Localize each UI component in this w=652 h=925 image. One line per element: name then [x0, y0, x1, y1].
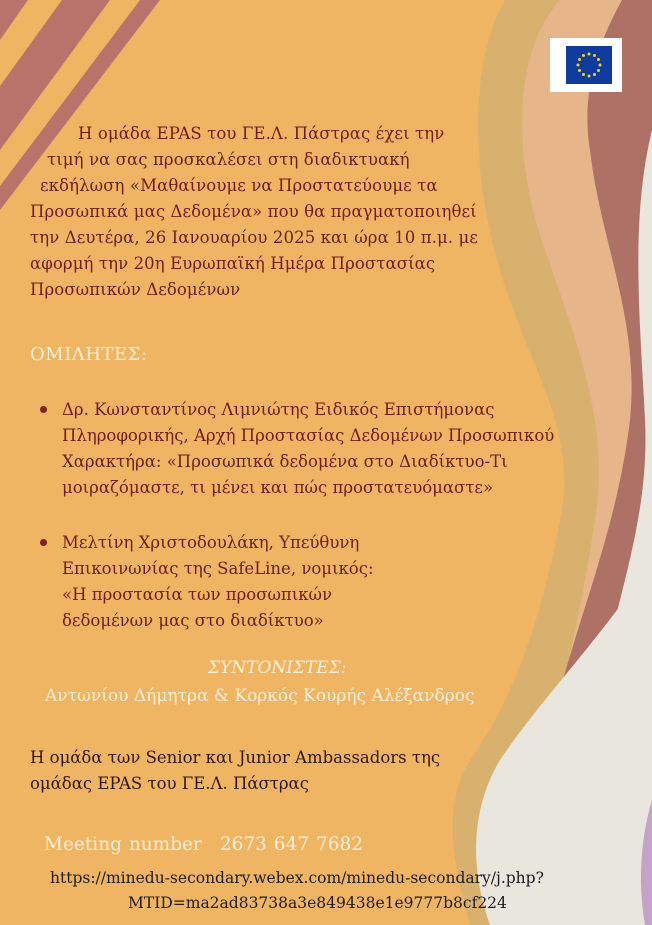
intro-line-7: Προσωπικών Δεδομένων — [30, 280, 241, 299]
meeting-number: 2673 647 7682 — [219, 834, 364, 855]
intro-line-4: Προσωπικά μας Δεδομένα» που θα πραγματοποιηθεί — [30, 202, 477, 221]
speaker-2-line-1: Μελτίνη Χριστοδουλάκη, Υπεύθυνη — [62, 533, 360, 552]
speaker-2-line-2: Επικοινωνίας της SafeLine, νομικός: — [62, 559, 374, 578]
meeting-number-row — [44, 834, 363, 855]
speaker-1-line-4: μοιραζόμαστε, τι μένει και πώς προστατευόμαστε» — [62, 478, 494, 497]
speaker-2-line-3: «Η προστασία των προσωπικών — [62, 585, 333, 604]
speaker-1-line-2: Πληροφορικής, Αρχή Προστασίας Δεδομένων Προσωπικού — [62, 426, 555, 445]
speaker-1-line-3: Χαρακτήρα: «Προσωπικά δεδομένα στο Διαδίκτυο-Τι — [62, 452, 508, 471]
intro-line-5: την Δευτέρα, 26 Ιανουαρίου 2025 και ώρα 10 π.μ. με — [30, 228, 478, 247]
coordinators-title: ΣΥΝΤΟΝΙΣΤΕΣ: — [208, 658, 347, 678]
bullet-dot-icon — [40, 406, 47, 413]
ambassadors-line-2: ομάδας EPAS του ΓΕ.Λ. Πάστρας — [30, 774, 309, 793]
intro-line-2: τιμή να σας προσκαλέσει στη διαδικτυακή — [47, 150, 410, 169]
eu-flag-icon — [550, 38, 622, 92]
speaker-2-line-4: δεδομένων μας στο διαδίκτυο» — [62, 611, 324, 630]
diagonal-stripe-1 — [0, 0, 28, 40]
ambassadors-line-1: Η ομάδα των Senior και Junior Ambassadors της — [30, 748, 441, 767]
intro-line-6: αφορμή την 20η Ευρωπαϊκή Ημέρα Προστασίας — [30, 254, 436, 273]
coordinators-names: Αντωνίου Δήμητρα & Κορκός Κουρής Αλέξανδρος — [45, 686, 475, 706]
meeting-link-line-2[interactable]: MTID=ma2ad83738a3e849438e1e9777b8cf224 — [128, 894, 507, 912]
meeting-label: Meeting number — [44, 834, 202, 855]
speakers-title: ΟΜΙΛΗΤΕΣ: — [30, 344, 148, 365]
bullet-dot-icon — [40, 539, 47, 546]
intro-line-3: εκδήλωση «Μαθαίνουμε να Προστατεύουμε τα — [40, 176, 438, 195]
meeting-link-line-1[interactable]: https://minedu-secondary.webex.com/minedu-secondary/j.php? — [50, 869, 544, 887]
intro-line-1: Η ομάδα EPAS του ΓΕ.Λ. Πάστρας έχει την — [78, 124, 445, 143]
speaker-1-line-1: Δρ. Κωνσταντίνος Λιμνιώτης Ειδικός Επιστήμονας — [62, 400, 495, 419]
